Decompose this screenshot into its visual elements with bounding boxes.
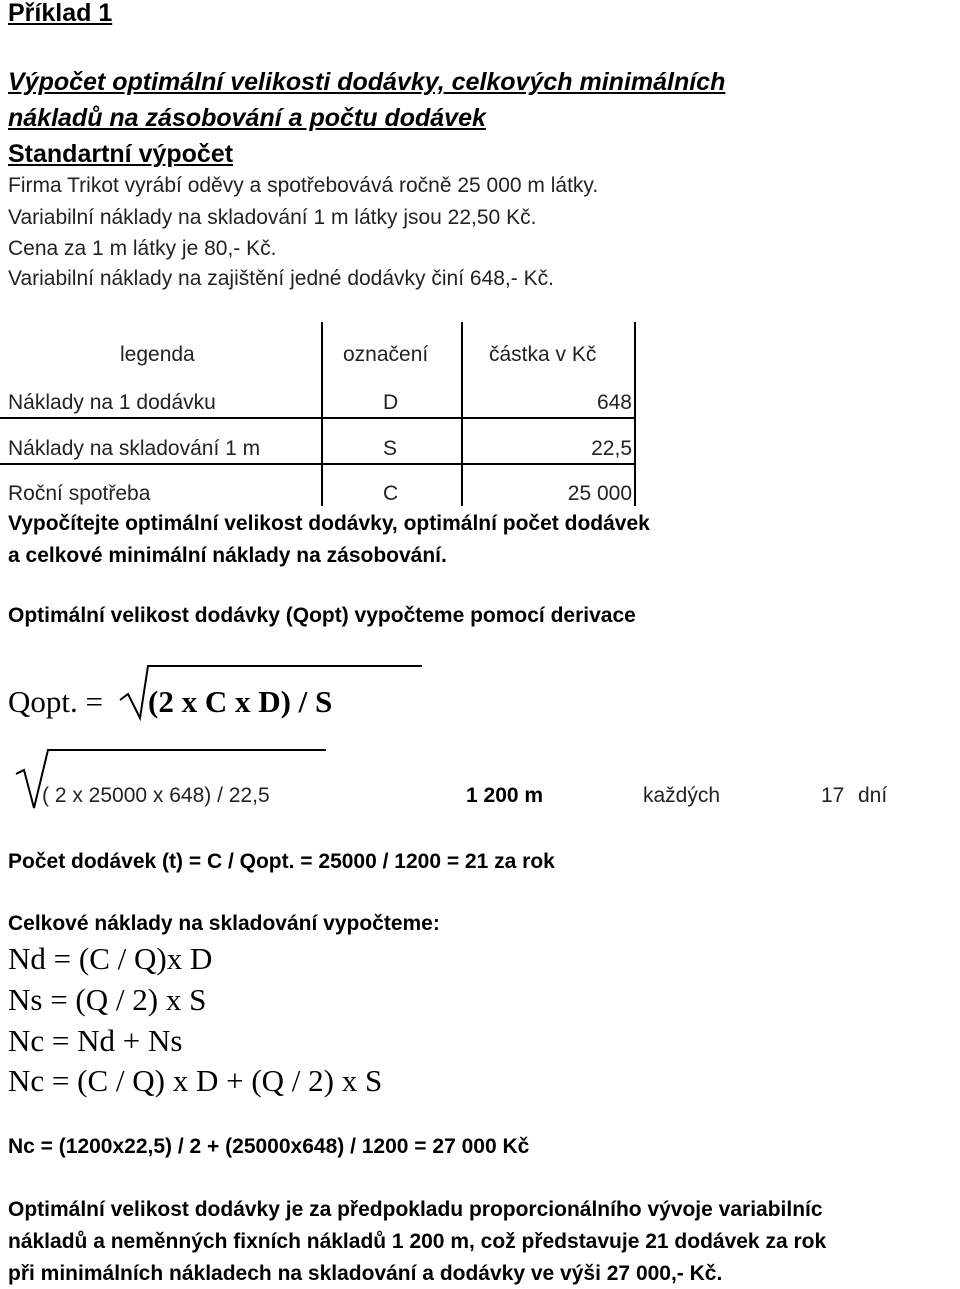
qopt-intro: Optimální velikost dodávky (Qopt) vypočteme pomocí derivace [8,604,636,627]
count-line: Počet dodávek (t) = C / Qopt. = 25000 / 1200 = 21 za rok [8,850,555,873]
table-header: označení [343,343,429,366]
table-cell: S [383,437,398,460]
table-cell: Roční spotřeba [8,482,151,505]
table-cell: Náklady na 1 dodávku [8,391,216,414]
table-header: legenda [120,343,195,366]
formula-nd: Nd = (C / Q)x D [8,941,213,976]
table-divider [461,322,463,506]
days-value: 17 [821,784,845,807]
task-line: a celkové minimální náklady na zásobování. [8,544,447,567]
formula-nc: Nc = Nd + Ns [8,1023,183,1058]
page-title: Příklad 1 [8,0,113,27]
table-header: částka v Kč [489,343,597,366]
task-line: Vypočítejte optimální velikost dodávky, optimální počet dodávek [8,512,650,535]
intro-line: Firma Trikot vyrábí oděvy a spotřebovává ročně 25 000 m látky. [8,174,599,197]
table-divider [0,463,636,465]
subtitle-line-2: nákladů na zásobování a počtu dodávek [8,104,486,132]
table-cell: D [383,391,399,414]
subtitle-line-1: Výpočet optimální velikosti dodávky, celkových minimálních [8,68,726,96]
table-cell: C [383,482,399,505]
intro-line: Cena za 1 m látky je 80,- Kč. [8,237,277,260]
intro-line: Variabilní náklady na skladování 1 m látky jsou 22,50 Kč. [8,206,537,229]
intro-line: Variabilní náklady na zajištění jedné dodávky činí 648,- Kč. [8,267,554,290]
table-divider [321,322,323,506]
every-label: každých [643,784,721,807]
table-cell: Náklady na skladování 1 m [8,437,261,460]
qopt-formula-left: Qopt. = [8,684,103,719]
standard-heading: Standartní výpočet [8,140,234,168]
table-divider [634,322,636,506]
conclusion-line: nákladů a neměnných fixních nákladů 1 200 m, což představuje 21 dodávek za rok [8,1230,827,1253]
table-cell: 22,5 [591,437,632,460]
table-cell: 25 000 [567,482,632,505]
formula-nc-expanded: Nc = (C / Q) x D + (Q / 2) x S [8,1063,383,1098]
formula-ns: Ns = (Q / 2) x S [8,982,207,1017]
total-intro: Celkové náklady na skladování vypočteme: [8,912,440,935]
conclusion-line: při minimálních nákladech na skladování a dodávky ve výši 27 000,- Kč. [8,1262,723,1285]
days-unit: dní [858,784,888,807]
qopt-formula-right: (2 x C x D) / S [148,684,333,719]
table-cell: 648 [596,391,632,414]
qopt-result: 1 200 m [466,784,544,807]
conclusion-line: Optimální velikost dodávky je za předpokladu proporcionálního vývoje variabilníc [8,1198,823,1221]
nc-calc: Nc = (1200x22,5) / 2 + (25000x648) / 1200 = 27 000 Kč [8,1135,530,1158]
qopt-calc-expr: ( 2 x 25000 x 648) / 22,5 [42,784,270,807]
table-divider [0,417,636,419]
